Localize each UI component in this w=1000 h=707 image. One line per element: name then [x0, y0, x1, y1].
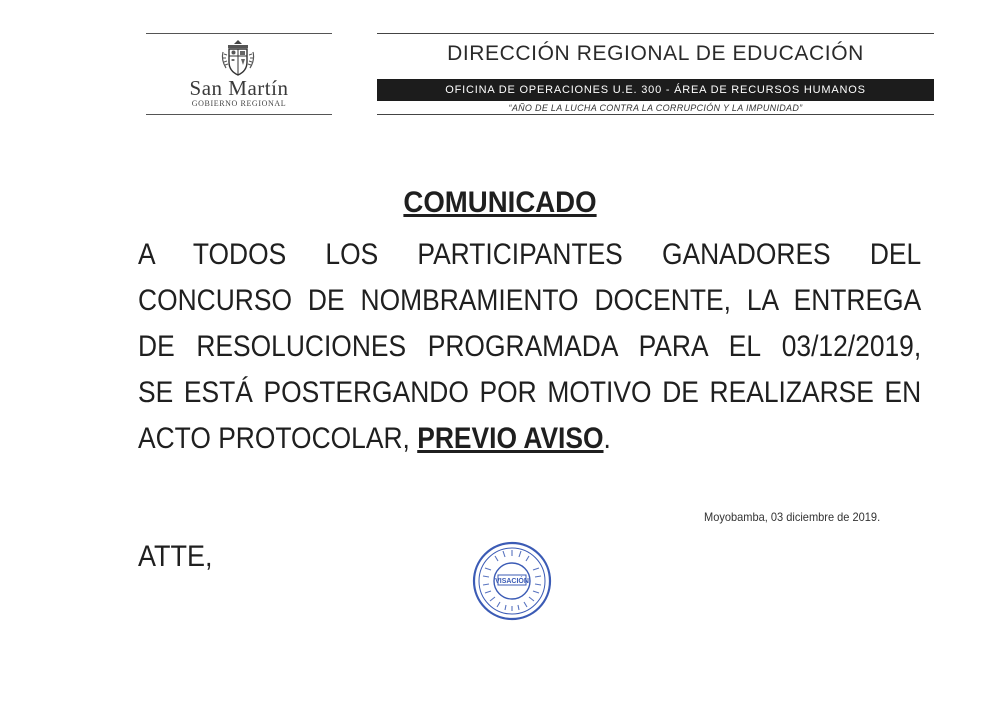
- coat-of-arms-icon: [220, 38, 256, 78]
- institution-title: DIRECCIÓN REGIONAL DE EDUCACIÓN: [447, 42, 864, 65]
- logo-subtitle: GOBIERNO REGIONAL: [191, 99, 287, 108]
- official-seal-icon: [471, 540, 553, 622]
- logo-top-rule: [146, 33, 332, 34]
- announcement-line-3: DE RESOLUCIONES PROGRAMADA PARA EL 03/12/2019,: [138, 330, 922, 363]
- closing-salutation: ATTE,: [138, 540, 213, 573]
- announcement-line-1: A TODOS LOS PARTICIPANTES GANADORES DEL: [138, 238, 922, 271]
- announcement-line-4: SE ESTÁ POSTERGANDO POR MOTIVO DE REALIZARSE EN: [138, 376, 922, 409]
- announcement-line-5-suffix: .: [603, 422, 611, 455]
- institution-header: [377, 33, 934, 115]
- logo-name: San Martín: [189, 76, 289, 100]
- header-top-rule: [377, 33, 934, 34]
- announcement-line-5-prefix: ACTO PROTOCOLAR,: [138, 422, 418, 455]
- place-and-date: Moyobamba, 03 diciembre de 2019.: [704, 510, 881, 524]
- regional-government-logo: [146, 33, 332, 115]
- header-bottom-rule: [377, 114, 934, 115]
- year-motto: “AÑO DE LA LUCHA CONTRA LA CORRUPCIÓN Y LA IMPUNIDAD”: [508, 103, 803, 113]
- seal-center-text: VISACIÓN: [495, 578, 529, 585]
- document-heading: COMUNICADO: [403, 186, 597, 219]
- announcement-body: [138, 232, 921, 462]
- previo-aviso-emphasis: PREVIO AVISO: [417, 422, 604, 455]
- announcement-line-2: CONCURSO DE NOMBRAMIENTO DOCENTE, LA ENTREGA: [138, 284, 922, 317]
- announcement-line-5: [138, 416, 921, 462]
- office-banner: OFICINA DE OPERACIONES U.E. 300 - ÁREA DE RECURSOS HUMANOS: [377, 79, 934, 101]
- logo-bottom-rule: [146, 114, 332, 115]
